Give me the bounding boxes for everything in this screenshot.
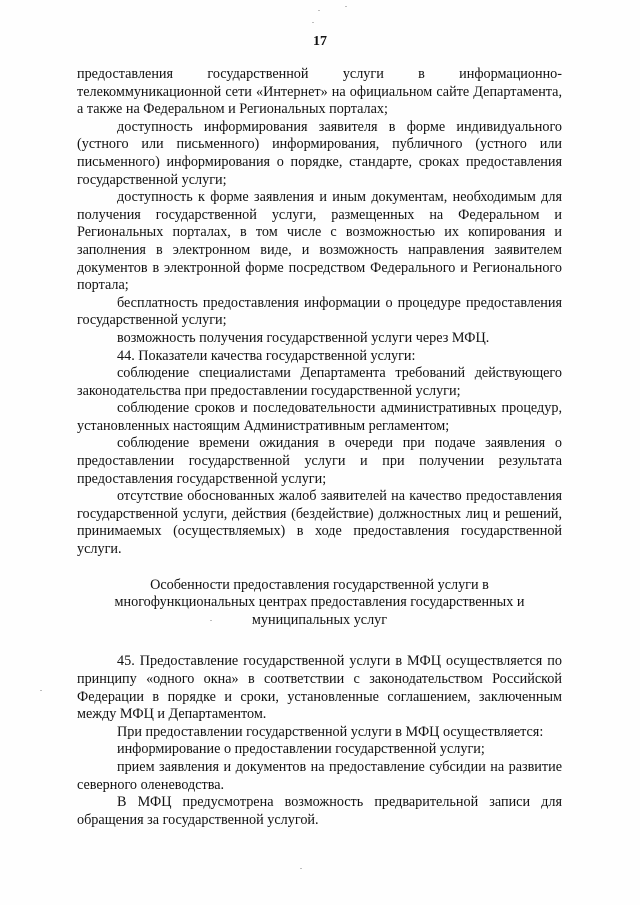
paragraph: предоставления государственной услуги в информационно-телекоммуникационной сети «Интернет» на официальном сайте Департамента, а также на Федеральном и Региональных порталах;: [77, 66, 562, 118]
scan-speck: [300, 868, 302, 869]
paragraph: При предоставлении государственной услуги в МФЦ осуществляется:: [117, 723, 544, 740]
paragraph: возможность получения государственной услуги через МФЦ.: [117, 329, 490, 346]
section-heading: [77, 577, 562, 630]
spacer: [77, 629, 562, 653]
paragraph: доступность к форме заявления и иным документам, необходимым для получения государственной услуги, размещенных на Федеральном и Региональных порталах, в том числе с возможностью их копирования и заполнения в электронном виде, и возможность направления заявителем документов в электронной форме посредством Федерального и Регионального портала;: [77, 189, 562, 294]
paragraph: прием заявления и документов на предоставление субсидии на развитие северного оленеводства.: [77, 758, 562, 793]
spacer: [77, 559, 562, 577]
paragraph: отсутствие обоснованных жалоб заявителей на качество предоставления государственной услуги, действия (бездействие) должностных лиц и решений, принимаемых (осуществляемых) в ходе предоставления государственной услуги.: [77, 488, 562, 558]
section-heading-line: Особенности предоставления государственной услуги в: [150, 576, 489, 593]
paragraph: доступность информирования заявителя в форме индивидуального (устного или письменного) информирования, публичного (устного или письменного) информирования о порядке, стандарте, сроках предоставления государственной услуги;: [77, 118, 562, 188]
section-heading-line: муниципальных услуг: [251, 611, 388, 628]
scan-speck: [210, 620, 212, 621]
scan-speck: [40, 690, 42, 691]
document-body: [77, 66, 562, 829]
page-number: 17: [313, 34, 327, 49]
scan-speck: [345, 6, 347, 7]
paragraph: В МФЦ предусмотрена возможность предварительной записи для обращения за государственной услугой.: [77, 794, 562, 828]
section-heading-line: многофункциональных центрах предоставления государственных и: [114, 594, 525, 611]
scan-speck: [318, 10, 320, 11]
scan-speck: [312, 22, 314, 23]
paragraph-item-45: 45. Предоставление государственной услуги в МФЦ осуществляется по принципу «одного окна» в соответствии с законодательством Российской Федерации в порядке и сроки, установленные соглашением, заключенным между МФЦ и Департаментом.: [77, 653, 562, 723]
paragraph: соблюдение сроков и последовательности административных процедур, установленных настоящим Административным регламентом;: [77, 400, 562, 434]
paragraph: соблюдение времени ожидания в очереди при подаче заявления о предоставлении государственной услуги и при получении результата предоставления государственной услуги;: [77, 435, 562, 487]
paragraph: бесплатность предоставления информации о процедуре предоставления государственной услуги;: [77, 294, 562, 329]
paragraph: информирование о предоставлении государственной услуги;: [117, 741, 485, 758]
paragraph-item-44: 44. Показатели качества государственной услуги:: [117, 347, 416, 364]
paragraph: соблюдение специалистами Департамента требований действующего законодательства при предоставлении государственной услуги;: [77, 365, 562, 399]
